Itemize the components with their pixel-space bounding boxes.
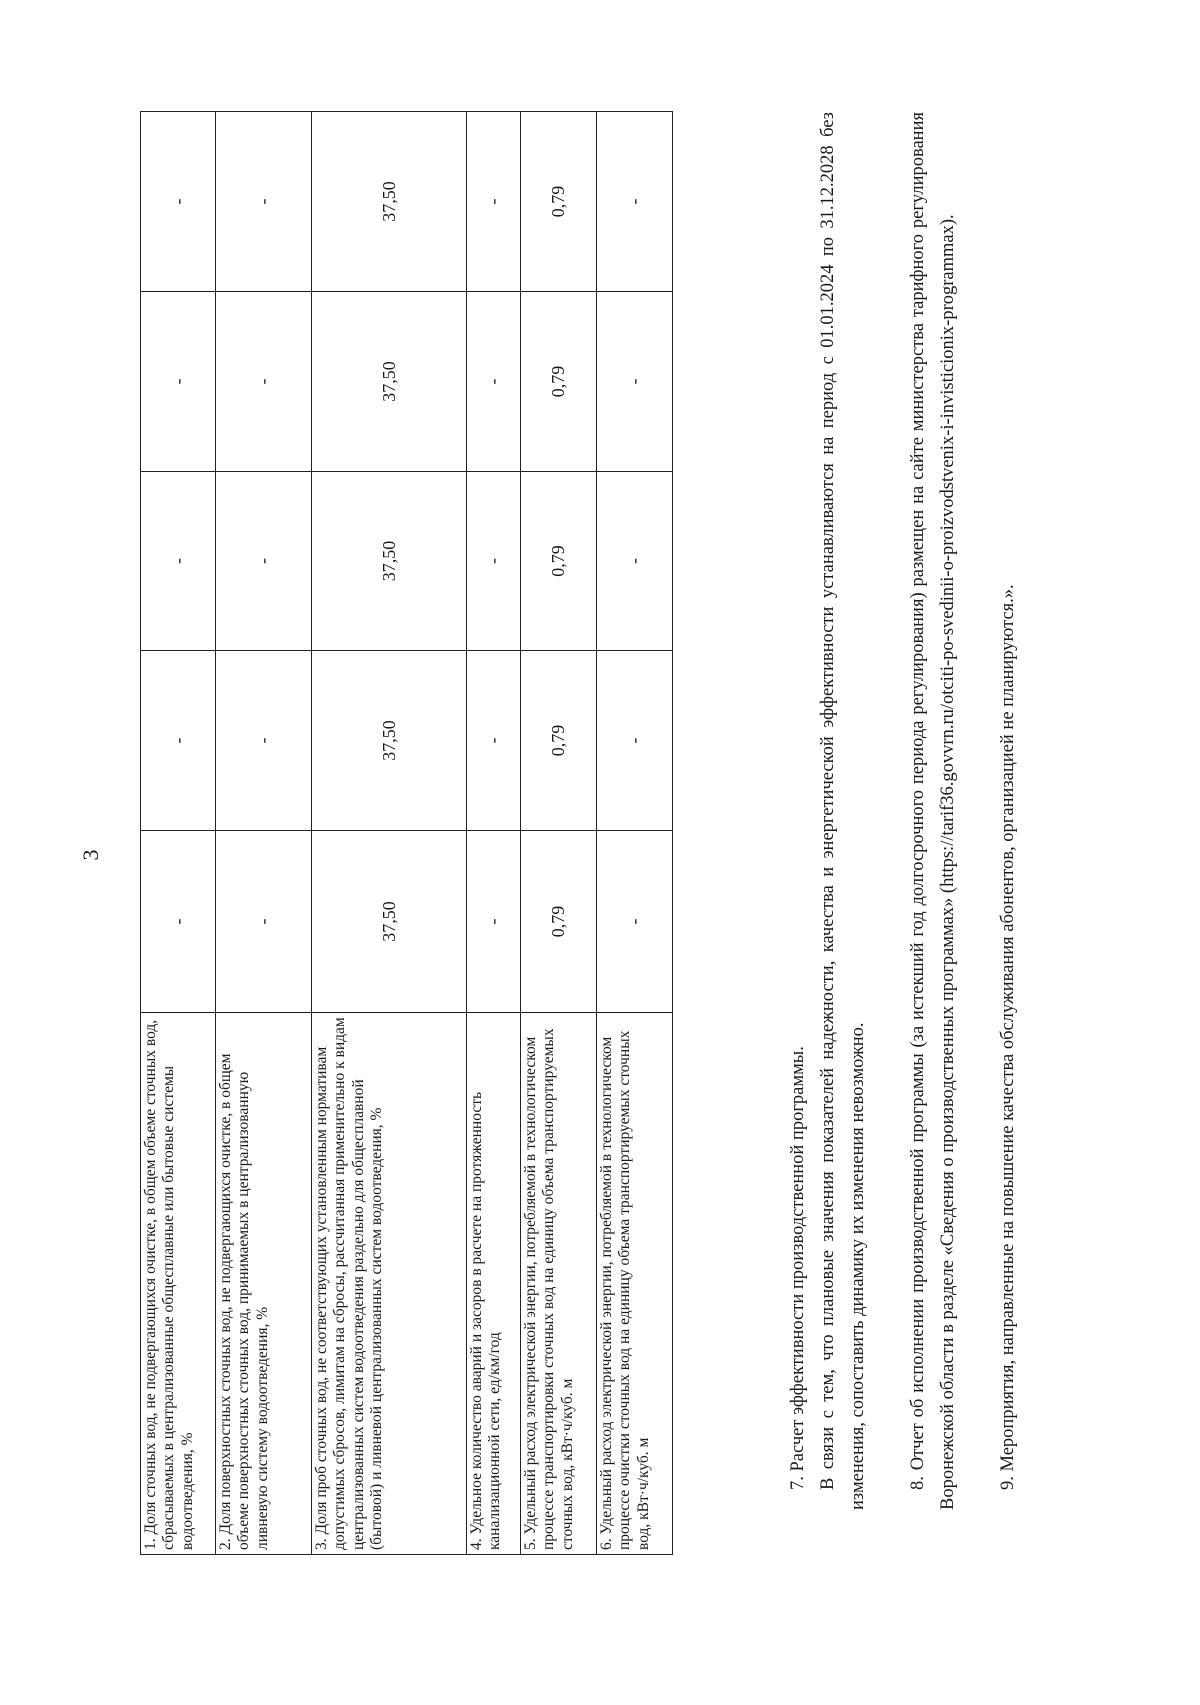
table-row <box>467 112 521 1555</box>
indicator-value: - <box>141 831 216 1013</box>
indicator-value: 0,79 <box>521 112 597 292</box>
indicator-value: - <box>216 831 312 1013</box>
indicator-value: 0,79 <box>521 472 597 651</box>
indicator-value: - <box>141 292 216 472</box>
table-row <box>216 112 312 1555</box>
table-row <box>521 112 597 1555</box>
paragraph-8: 8. Отчет об исполнении производственной программы (за истекший год долгосрочного периода регулирования) размещен на сайте министерства тарифного регулирования Воронежской области в разделе «Сведения о производственных программах» (https://tarif36.govvrn.ru/otciti-po-svedinii-o-proizvodstvenix-i-invisticionix-programmax). <box>908 112 958 1510</box>
indicator-value: 37,50 <box>312 292 467 472</box>
indicator-value: 0,79 <box>521 831 597 1013</box>
indicator-name: 5. Удельный расход электрической энергии, потребляемой в технологическом процессе транспортировки сточных вод на единицу объема транспортируемых сточных вод, кВт·ч/куб. м <box>521 1013 597 1555</box>
indicator-value: 37,50 <box>312 831 467 1013</box>
indicator-name: 3. Доля проб сточных вод, не соответствующих установленным нормативам допустимых сбросов, лимитам на сбросы, рассчитанная применительно к видам централизованных систем водоотведения раздельно для общесплавной (бытовой) и ливневой централизованных систем водоотведения, % <box>312 1013 467 1555</box>
indicator-value: - <box>597 651 673 831</box>
indicator-value: - <box>467 651 521 831</box>
indicator-value: - <box>597 831 673 1013</box>
indicator-value: 37,50 <box>312 651 467 831</box>
indicator-value: - <box>141 651 216 831</box>
indicator-value: - <box>216 651 312 831</box>
indicator-value: 37,50 <box>312 112 467 292</box>
indicators-table <box>140 111 673 1555</box>
indicator-value: 0,79 <box>521 651 597 831</box>
indicator-value: - <box>467 472 521 651</box>
indicator-value: - <box>216 112 312 292</box>
indicator-value: - <box>597 292 673 472</box>
document-page <box>0 5 1200 1705</box>
indicator-value: 37,50 <box>312 472 467 651</box>
indicator-value: - <box>216 472 312 651</box>
indicator-name: 2. Доля поверхностных сточных вод, не подвергающихся очистке, в общем объеме поверхностных сточных вод, принимаемых в централизованную ливневую систему водоотведения, % <box>216 1013 312 1555</box>
indicator-value: - <box>467 831 521 1013</box>
body-text <box>783 112 1023 1510</box>
table-row <box>597 112 673 1555</box>
indicator-value: - <box>216 292 312 472</box>
paragraph-7-title: 7. Расчет эффективности производственной программы. <box>788 1046 808 1490</box>
indicator-name: 1. Доля сточных вод, не подвергающихся очистке, в общем объеме сточных вод, сбрасываемых в централизованные общесплавные или бытовые системы водоотведения, % <box>141 1013 216 1555</box>
page-number: 3 <box>78 849 103 861</box>
indicator-value: - <box>597 472 673 651</box>
table-row <box>141 112 216 1555</box>
indicator-name: 4. Удельное количество аварий и засоров в расчете на протяженность канализационной сети, ед/км/год <box>467 1013 521 1555</box>
table-row <box>312 112 467 1555</box>
indicator-value: - <box>141 472 216 651</box>
indicator-value: 0,79 <box>521 292 597 472</box>
indicator-name: 6. Удельный расход электрической энергии, потребляемой в технологическом процессе очистки сточных вод на единицу объема транспортируемых сточных вод, кВт·ч/куб. м <box>597 1013 673 1555</box>
indicator-value: - <box>467 112 521 292</box>
paragraph-9: 9. Мероприятия, направленные на повышение качества обслуживания абонентов, организацией не планируются.». <box>998 584 1018 1490</box>
paragraph-7-body: В связи с тем, что плановые значения показателей надежности, качества и энергетической эффективности устанавливаются на период с 01.01.2024 по 31.12.2028 без изменения, сопоставить динамику их изменения невозможно. <box>818 112 868 1510</box>
indicator-value: - <box>597 112 673 292</box>
indicator-value: - <box>467 292 521 472</box>
indicator-value: - <box>141 112 216 292</box>
